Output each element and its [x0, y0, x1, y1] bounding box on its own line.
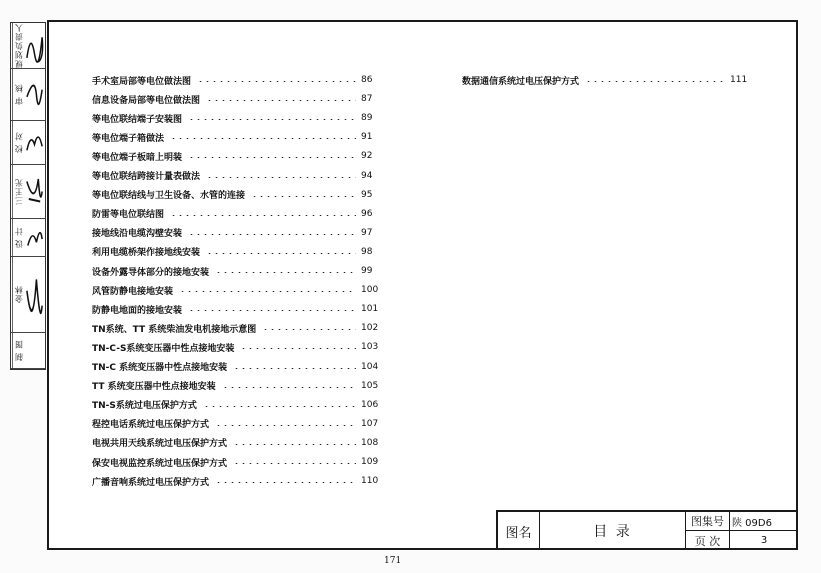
toc-entry[interactable]: [92, 110, 382, 126]
toc-entry[interactable]: [92, 416, 382, 432]
toc-leader-dots: [206, 177, 356, 178]
toc-entry[interactable]: [92, 91, 382, 107]
toc-entry-title: 防静电地面的接地安装: [92, 305, 183, 316]
title-name-label: 图名: [498, 512, 540, 550]
toc-entry-title: 等电位端子箱做法: [92, 133, 165, 144]
toc-entry[interactable]: [92, 72, 382, 88]
toc-entry-title: 设备外露导体部分的接地安装: [92, 267, 210, 278]
toc-leader-dots: [179, 291, 356, 292]
signature-row-label: 规划负责人: [12, 23, 25, 68]
toc-entry[interactable]: [92, 359, 382, 375]
toc-entry-title: 风管防静电接地安装: [92, 286, 174, 297]
toc-entry-title: 等电位联结线与卫生设备、水管的连接: [92, 191, 246, 202]
toc-entry-page: 109: [361, 457, 379, 467]
sheet-page-number: 171: [384, 556, 402, 566]
toc-leader-dots: [233, 368, 356, 369]
signature-row-label: 金林: [12, 257, 25, 332]
page-label: 页 次: [686, 531, 730, 550]
signature-row: [11, 165, 45, 219]
toc-entry-title: 等电位联结跨接计量表做法: [92, 172, 201, 182]
toc-entry[interactable]: [92, 435, 382, 451]
toc-entry-title: 利用电缆桥架作接地线安装: [92, 248, 201, 259]
toc-entry-title: 保安电视监控系统过电压保护方式: [92, 458, 228, 469]
toc-entry[interactable]: [92, 282, 382, 298]
toc-entry-title: 等电位联结端子安装图: [92, 114, 183, 125]
signature-row: [11, 121, 45, 165]
toc-left-column: [92, 72, 382, 492]
toc-entry[interactable]: [92, 206, 382, 222]
toc-leader-dots: [215, 272, 356, 273]
toc-entry[interactable]: [92, 454, 382, 470]
toc-leader-dots: [188, 119, 356, 120]
toc-entry[interactable]: [462, 72, 752, 88]
toc-entry[interactable]: [92, 263, 382, 279]
toc-entry-page: 91: [361, 132, 373, 143]
toc-entry-page: 111: [730, 75, 748, 85]
toc-leader-dots: [251, 196, 356, 197]
toc-entry[interactable]: [92, 339, 382, 355]
toc-entry-title: 电视共用天线系统过电压保护方式: [92, 439, 228, 450]
title-name-value: 目 录: [540, 512, 686, 550]
handwritten-signature: [25, 125, 44, 160]
toc-entry-title: 防雷等电位联结图: [92, 210, 165, 221]
handwritten-signature: [25, 27, 44, 64]
toc-entry[interactable]: [92, 168, 382, 184]
toc-entry[interactable]: [92, 225, 382, 241]
toc-entry-page: 87: [361, 94, 373, 105]
toc-entry-page: 94: [361, 170, 373, 181]
toc-entry-title: 广播音响系统过电压保护方式: [92, 477, 210, 488]
toc-entry-title: TN-C 系统变压器中性点接地安装: [92, 363, 228, 373]
toc-entry-page: 104: [361, 361, 379, 372]
toc-entry[interactable]: [92, 301, 382, 317]
toc-entry[interactable]: [92, 244, 382, 260]
toc-leader-dots: [170, 138, 356, 139]
toc-entry-page: 96: [361, 208, 373, 219]
toc-leader-dots: [240, 348, 356, 349]
atlas-label: 图集号: [686, 512, 730, 531]
toc-entry-title: 程控电话系统过电压保护方式: [92, 420, 210, 431]
toc-entry-page: 103: [361, 342, 379, 353]
toc-entry[interactable]: [92, 397, 382, 413]
signature-row: [11, 69, 45, 121]
toc-entry-page: 110: [361, 476, 379, 487]
toc-entry-page: 92: [361, 151, 373, 162]
handwritten-signature: [25, 261, 44, 328]
toc-entry-title: 等电位端子板暗上明装: [92, 152, 183, 163]
toc-entry-title: 手术室局部等电位做法图: [92, 76, 192, 87]
toc-entry-title: 接地线沿电缆沟壁安装: [92, 229, 183, 240]
toc-leader-dots: [233, 463, 356, 464]
toc-entry-page: 99: [361, 266, 373, 276]
page-value: 3: [760, 535, 768, 546]
toc-entry-page: 102: [361, 323, 379, 334]
signature-row-label: 审 核: [12, 69, 25, 120]
toc-entry-title: 信息设备局部等电位做法图: [92, 95, 201, 106]
toc-entry-page: 101: [361, 304, 379, 315]
signature-row: [11, 23, 45, 69]
toc-entry-title: TN-C-S系统变压器中性点接地安装: [92, 343, 235, 354]
toc-leader-dots: [188, 157, 356, 158]
toc-entry[interactable]: [92, 187, 382, 203]
toc-entry-title: TN系统、TT 系统柴油发电机接地示意图: [92, 324, 257, 335]
toc-leader-dots: [215, 482, 356, 483]
toc-entry-title: 数据通信系统过电压保护方式: [462, 76, 580, 87]
toc-entry[interactable]: [92, 378, 382, 394]
toc-right-column: [462, 72, 752, 92]
toc-leader-dots: [197, 81, 356, 82]
toc-entry[interactable]: [92, 473, 382, 489]
signature-strip: [10, 22, 46, 370]
title-block: [496, 510, 798, 550]
toc-entry-page: 108: [361, 437, 379, 448]
toc-leader-dots: [262, 329, 356, 330]
atlas-value: 陕 09D6: [730, 512, 798, 531]
signature-row: [11, 333, 45, 369]
toc-leader-dots: [188, 234, 356, 235]
toc-leader-dots: [170, 215, 356, 216]
toc-entry[interactable]: [92, 320, 382, 336]
signature-row-label: 制 图: [12, 333, 25, 368]
toc-entry-page: 89: [361, 113, 373, 124]
signature-row-label: 三王光: [12, 165, 25, 218]
toc-entry-page: 100: [361, 285, 379, 296]
toc-leader-dots: [233, 444, 356, 445]
signature-row: [11, 257, 45, 333]
toc-entry-page: 98: [361, 246, 373, 257]
toc-leader-dots: [203, 406, 356, 407]
handwritten-signature: [25, 223, 44, 252]
toc-leader-dots: [206, 253, 356, 254]
toc-entry-page: 105: [361, 380, 379, 391]
toc-entry-title: TN-S系统过电压保护方式: [92, 401, 197, 412]
toc-entry-page: 97: [361, 227, 373, 238]
toc-leader-dots: [206, 100, 356, 101]
signature-row-label: 校 对: [12, 121, 25, 164]
signature-row-label: 设 计: [12, 219, 25, 256]
toc-entry[interactable]: [92, 148, 382, 164]
toc-entry-page: 95: [361, 189, 373, 200]
toc-leader-dots: [585, 81, 726, 82]
toc-entry[interactable]: [92, 129, 382, 145]
toc-entry-page: 106: [361, 399, 379, 410]
handwritten-signature: [25, 169, 44, 214]
toc-entry-page: 86: [361, 75, 373, 85]
handwritten-signature: [25, 73, 44, 116]
toc-entry-title: TT 系统变压器中性点接地安装: [92, 382, 216, 393]
signature-row: [11, 219, 45, 257]
toc-leader-dots: [188, 310, 356, 311]
toc-entry-page: 107: [361, 418, 379, 429]
toc-leader-dots: [215, 425, 356, 426]
toc-leader-dots: [222, 387, 356, 388]
